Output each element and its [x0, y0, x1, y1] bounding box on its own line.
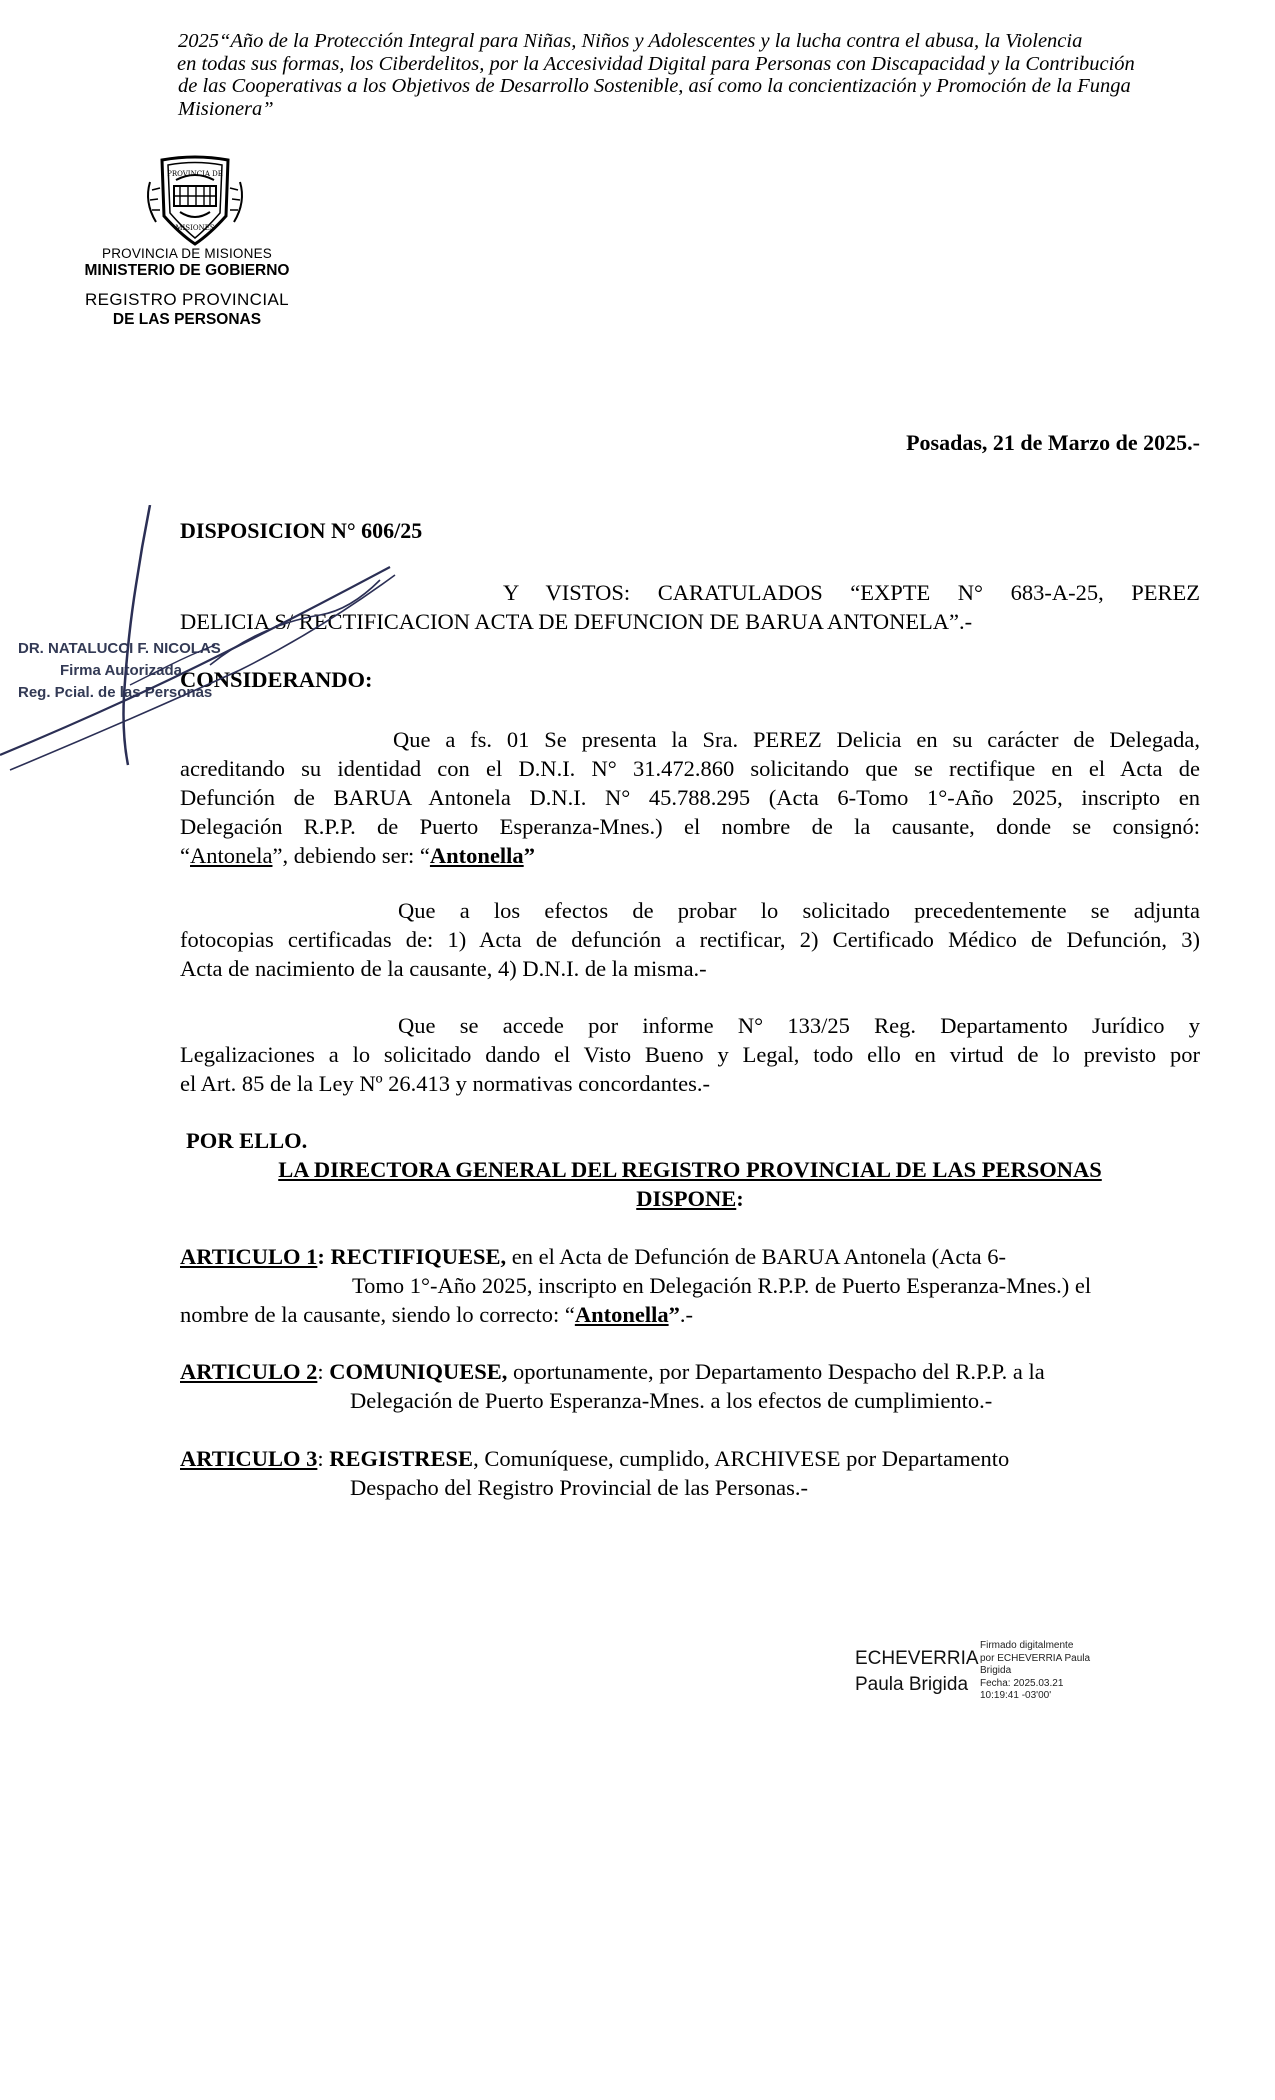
por-ello: POR ELLO. — [186, 1128, 308, 1153]
article-3: ARTICULO 3: REGISTRESE, Comuníquese, cumplido, ARCHIVESE por Departamento Despacho del Registro Provincial de las Personas.- — [180, 1446, 1010, 1500]
article-3-label: ARTICULO 3 — [180, 1446, 318, 1471]
article-1-label: ARTICULO 1 — [180, 1244, 318, 1269]
dispone-label: DISPONE — [636, 1186, 737, 1211]
registry-label-line1: REGISTRO PROVINCIAL — [84, 290, 290, 309]
motto-line-3: de las Cooperativas a los Objetivos de Desarrollo Sostenible, así como la concientización y Promoción de la Funga — [178, 75, 1131, 97]
handwritten-signature-icon — [0, 505, 423, 785]
motto-header — [178, 30, 1178, 120]
provincial-seal-icon — [140, 152, 250, 252]
motto-line-4: Misionera” — [178, 97, 274, 120]
article-2-verb: COMUNIQUESE, — [329, 1359, 508, 1384]
considerando-heading: CONSIDERANDO: — [180, 667, 373, 692]
document-date: Posadas, 21 de Marzo de 2025.- — [906, 430, 1200, 455]
directora-heading: LA DIRECTORA GENERAL DEL REGISTRO PROVINCIAL DE LAS PERSONAS DISPONE: — [278, 1157, 1102, 1211]
correct-name: Antonella — [429, 843, 524, 868]
article-2: ARTICULO 2: COMUNIQUESE, oportunamente, por Departamento Despacho del R.P.P. a la Delegación de Puerto Esperanza-Mnes. a los efectos de cumplimiento.- — [180, 1359, 1045, 1413]
article-2-label: ARTICULO 2 — [180, 1359, 318, 1384]
ministry-label: MINISTERIO DE GOBIERNO — [84, 262, 290, 279]
article-3-verb: REGISTRESE — [329, 1446, 474, 1471]
article-1-verb: RECTIFIQUESE, — [330, 1244, 507, 1269]
motto-line-1: 2025“Año de la Protección Integral para Niñas, Niños y Adolescentes y la lucha contra el abusa, la Violencia — [178, 30, 1083, 52]
digital-signer-name: ECHEVERRIA Paula Brigida — [855, 1648, 979, 1695]
disposition-title: DISPOSICION N° 606/25 — [180, 518, 423, 543]
svg-text:PROVINCIA DE: PROVINCIA DE — [167, 170, 223, 178]
motto-line-2: en todas sus formas, los Ciberdelitos, por la Accesividad Digital para Personas con Discapacidad y la Contribución — [177, 52, 1135, 75]
vistos-line-2: DELICIA S/ RECTIFICACION ACTA DE DEFUNCION DE BARUA ANTONELA”.- — [180, 609, 973, 634]
considerando-paragraph-3: Que se accede por informe N° 133/25 Reg. Departamento Jurídico y Legalizaciones a lo solicitado dando el Visto Bueno y Legal, todo ello en virtud de lo previsto por el Art. 85 de la Ley Nº 26.413 y normativas concordantes.- — [180, 1013, 1200, 1096]
digital-signature-details: Firmado digitalmente por ECHEVERRIA Paula Brigida Fecha: 2025.03.21 10:19:41 -03'00' — [980, 1640, 1091, 1701]
province-label: PROVINCIA DE MISIONES — [102, 246, 272, 261]
wrong-name: Antonela — [190, 843, 273, 868]
article-1: ARTICULO 1: RECTIFIQUESE, en el Acta de Defunción de BARUA Antonela (Acta 6- Tomo 1°-Año 2025, inscripto en Delegación R.P.P. de Puerto Esperanza-Mnes.) el nombre de la causante, siendo lo correcto: “Antonella”.- — [180, 1244, 1092, 1327]
considerando-paragraph-2: Que a los efectos de probar lo solicitado precedentemente se adjunta fotocopias certificadas de: 1) Acta de defunción a rectificar, 2) Certificado Médico de Defunción, 3) Acta de nacimiento de la causante, 4) D.N.I. de la misma.- — [180, 898, 1200, 981]
authorized-signature-stamp: DR. NATALUCCI F. NICOLAS Firma Autorizada Reg. Pcial. de las Personas — [18, 640, 221, 701]
svg-text:MISIONES: MISIONES — [175, 224, 215, 232]
considerando-paragraph-1: Que a fs. 01 Se presenta la Sra. PEREZ Delicia en su carácter de Delegada, acreditando su identidad con el D.N.I. N° 31.472.860 solicitando que se rectifique en el Acta de Defunción de BARUA Antonela D.N.I. N° 45.788.295 (Acta 6-Tomo 1°-Año 2025, inscripto en Delegación R.P.P. de Puerto Esperanza-Mnes.) el nombre de la causante, donde se consignó: “Antonela”, debiendo ser: “Antonella” — [180, 727, 1200, 868]
vistos-line-1: Y VISTOS: CARATULADOS “EXPTE N° 683-A-25, PEREZ — [503, 580, 1200, 605]
registry-label-line2: DE LAS PERSONAS — [112, 311, 262, 328]
